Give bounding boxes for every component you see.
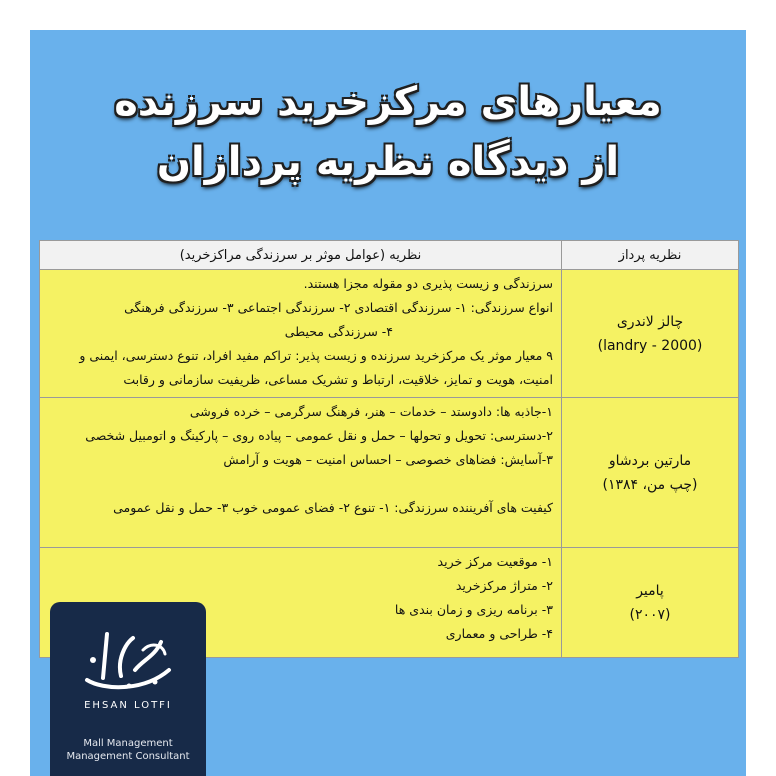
brand-tagline-line: Management Consultant — [66, 751, 190, 762]
theorist-name: مارتین بردشاو — [608, 452, 692, 469]
theory-line: ۱- موقعیت مرکز خرید — [437, 554, 553, 569]
brand-logo — [50, 602, 206, 776]
theory-line: انواع سرزندگی: ۱- سرزندگی اقتصادی ۲- سرزندگی اجتماعی ۳- سرزندگی فرهنگی — [124, 300, 553, 315]
theorist-cell — [562, 270, 739, 398]
theory-line: سرزندگی و زیست پذیری دو مقوله مجزا هستند. — [303, 276, 553, 291]
theory-line: ۴- طراحی و معماری — [445, 626, 553, 641]
theory-line: ۴- سرزندگی محیطی — [284, 324, 393, 339]
theory-spacer — [48, 472, 553, 496]
theory-line: ۱-جاذبه ها: دادوستد – خدمات – هنر، فرهنگ سرگرمی – خرده فروشی — [189, 404, 553, 419]
theorist-name: چالز لاندری — [616, 313, 684, 330]
page-title — [30, 72, 746, 192]
theory-line: ۳-آسایش: فضاهای خصوصی – احساس امنیت – هویت و آرامش — [223, 452, 553, 467]
title-line-2: از دیدگاه نظریه پردازان — [156, 139, 620, 185]
header-theorist: نظریه پرداز — [562, 241, 739, 270]
theorist-name: پامیر — [636, 582, 664, 599]
header-theory: نظریه (عوامل موثر بر سرزندگی مراکزخرید) — [40, 241, 562, 270]
theory-cell — [40, 270, 562, 398]
table-row — [40, 270, 739, 398]
title-line-1: معیارهای مرکزخرید سرزنده — [114, 79, 662, 125]
brand-name: EHSAN LOTFI — [84, 700, 172, 711]
brand-tagline-line: Mall Management — [83, 738, 173, 749]
theory-line: ۳- برنامه ریزی و زمان بندی ها — [394, 602, 553, 617]
theorist-source: (چپ من، ۱۳۸۴) — [602, 476, 698, 493]
theory-line: ۲-دسترسی: تحویل و تحولها – حمل و نقل عمومی – پیاده روی – پارکینگ و اتومبیل شخصی — [85, 428, 553, 443]
table-row — [40, 398, 739, 548]
theory-line: ۲- متراژ مرکزخرید — [455, 578, 553, 593]
calligraphy-logo-icon — [73, 620, 183, 698]
theorist-source: (landry - 2000) — [597, 337, 703, 354]
theory-cell — [40, 398, 562, 548]
theorist-cell — [562, 548, 739, 658]
theorist-cell — [562, 398, 739, 548]
brand-tagline — [50, 737, 206, 763]
theory-line: ۹ معیار موثر یک مرکزخرید سرزنده و زیست پذیر: تراکم مفید افراد، تنوع دسترسی، ایمنی و امنیت، هویت و تمایز، خلاقیت، ارتباط و تشریک مساعی، ظریفیت سازمانی و رقابت — [79, 348, 553, 387]
table-header-row — [40, 241, 739, 270]
theory-line: کیفیت های آفریننده سرزندگی: ۱- تنوع ۲- فضای عمومی خوب ۳- حمل و نقل عمومی — [113, 500, 553, 515]
theorists-table — [39, 240, 739, 658]
theorist-source: (۲۰۰۷) — [629, 606, 671, 623]
